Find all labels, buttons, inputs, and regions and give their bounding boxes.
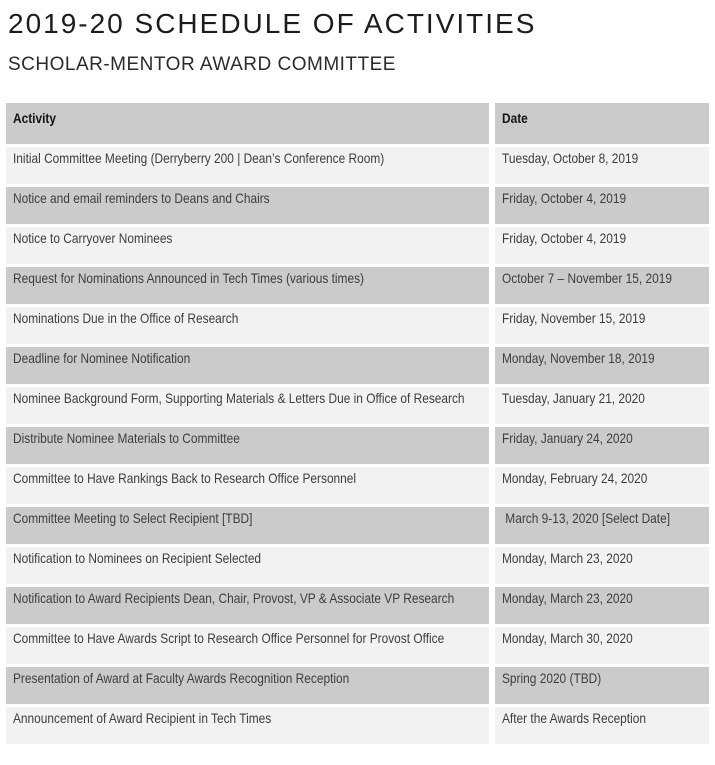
date-cell (495, 667, 709, 704)
date-cell (495, 387, 709, 424)
date-cell (495, 547, 709, 584)
activity-cell (6, 387, 489, 424)
date-text: Spring 2020 (TBD) (502, 670, 602, 686)
date-cell (495, 587, 709, 624)
header-row (6, 103, 709, 144)
activity-text: Initial Committee Meeting (Derryberry 200 | Dean’s Conference Room) (13, 150, 385, 166)
date-cell (495, 147, 709, 184)
table-row (6, 667, 709, 704)
date-text: Friday, October 4, 2019 (502, 230, 627, 246)
table-row (6, 187, 709, 224)
activity-text: Presentation of Award at Faculty Awards Recognition Reception (13, 670, 350, 686)
activity-cell (6, 627, 489, 664)
date-cell (495, 467, 709, 504)
activity-cell (6, 267, 489, 304)
table-row (6, 347, 709, 384)
date-cell (495, 627, 709, 664)
activity-text: Request for Nominations Announced in Tech Times (various times) (13, 270, 365, 286)
date-text: Friday, October 4, 2019 (502, 190, 627, 206)
schedule-table (0, 100, 715, 747)
table-row (6, 147, 709, 184)
table-header (6, 103, 709, 144)
date-cell (495, 427, 709, 464)
activity-cell (6, 667, 489, 704)
activity-text: Notification to Award Recipients Dean, Chair, Provost, VP & Associate VP Research (13, 590, 455, 606)
activity-cell (6, 547, 489, 584)
table-row (6, 307, 709, 344)
activity-text: Nominee Background Form, Supporting Materials & Letters Due in Office of Research (13, 390, 465, 406)
activity-text: Committee to Have Awards Script to Research Office Personnel for Provost Office (13, 630, 445, 646)
date-text: After the Awards Reception (502, 710, 646, 726)
activity-text: Deadline for Nominee Notification (13, 350, 191, 366)
activity-cell (6, 507, 489, 544)
activity-text: Notice and email reminders to Deans and Chairs (13, 190, 270, 206)
date-text: Monday, February 24, 2020 (502, 470, 648, 486)
document-page (0, 8, 715, 747)
table-row (6, 267, 709, 304)
table-row (6, 467, 709, 504)
date-cell (495, 227, 709, 264)
date-cell (495, 347, 709, 384)
activity-text: Notice to Carryover Nominees (13, 230, 173, 246)
date-cell (495, 307, 709, 344)
date-cell (495, 187, 709, 224)
activity-text: Committee to Have Rankings Back to Research Office Personnel (13, 470, 357, 486)
activity-text: Announcement of Award Recipient in Tech Times (13, 710, 272, 726)
table-row (6, 387, 709, 424)
date-cell (495, 267, 709, 304)
activity-cell (6, 347, 489, 384)
activity-cell (6, 227, 489, 264)
date-text: Friday, January 24, 2020 (502, 430, 633, 446)
date-text: Monday, March 23, 2020 (502, 550, 633, 566)
activity-cell (6, 587, 489, 624)
date-text: Monday, March 30, 2020 (502, 630, 633, 646)
activity-text: Notification to Nominees on Recipient Selected (13, 550, 262, 566)
date-cell (495, 707, 709, 744)
table-row (6, 227, 709, 264)
activity-cell (6, 187, 489, 224)
table-row (6, 547, 709, 584)
column-header-date-text: Date (502, 110, 528, 126)
column-header-date (495, 103, 709, 144)
activity-text: Distribute Nominee Materials to Committee (13, 430, 240, 446)
activity-cell (6, 467, 489, 504)
date-text: March 9-13, 2020 [Select Date] (502, 510, 671, 526)
activity-text: Committee Meeting to Select Recipient [TBD] (13, 510, 253, 526)
date-text: Tuesday, October 8, 2019 (502, 150, 639, 166)
activity-cell (6, 427, 489, 464)
date-text: Tuesday, January 21, 2020 (502, 390, 645, 406)
activity-cell (6, 307, 489, 344)
page-title: 2019-20 SCHEDULE OF ACTIVITIES (8, 8, 537, 39)
activity-text: Nominations Due in the Office of Research (13, 310, 239, 326)
table-row (6, 427, 709, 464)
table-row (6, 507, 709, 544)
date-cell (495, 507, 709, 544)
table-row (6, 627, 709, 664)
date-text: Monday, November 18, 2019 (502, 350, 655, 366)
date-text: Monday, March 23, 2020 (502, 590, 633, 606)
date-text: Friday, November 15, 2019 (502, 310, 646, 326)
activity-cell (6, 707, 489, 744)
page-subtitle: SCHOLAR-MENTOR AWARD COMMITTEE (8, 54, 396, 75)
column-header-activity (6, 103, 489, 144)
table-body (6, 147, 709, 744)
column-header-activity-text: Activity (13, 110, 56, 126)
date-text: October 7 – November 15, 2019 (502, 270, 673, 286)
table-row (6, 587, 709, 624)
activity-cell (6, 147, 489, 184)
table-row (6, 707, 709, 744)
